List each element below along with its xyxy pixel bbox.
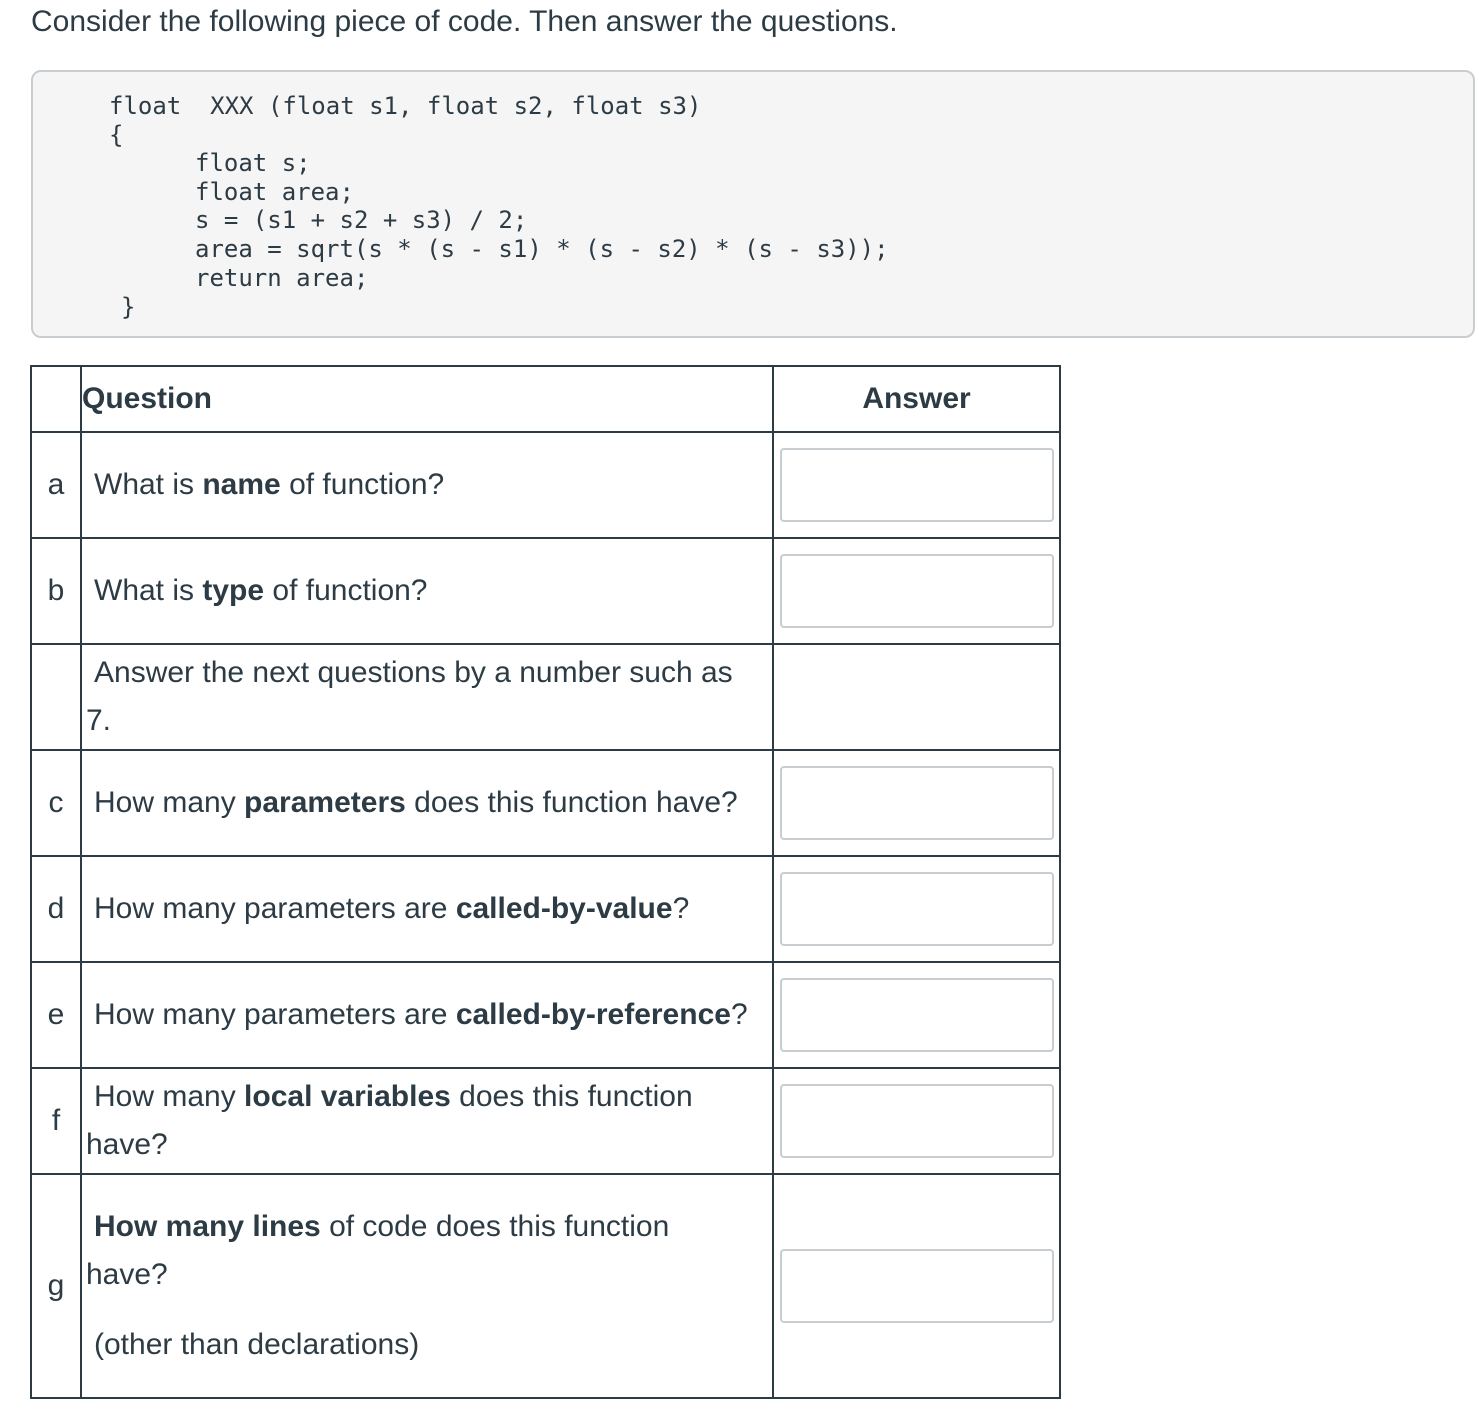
answer-input-g[interactable] xyxy=(780,1249,1054,1323)
question-row-g xyxy=(31,1174,1060,1398)
header-question: Question xyxy=(81,366,773,432)
code-line-decl-area: float area; xyxy=(195,178,354,206)
code-block xyxy=(31,70,1475,338)
header-letter-cell xyxy=(31,366,81,432)
row-letter xyxy=(31,644,81,750)
row-letter: d xyxy=(31,856,81,962)
code-line-assign-s: s = (s1 + s2 + s3) / 2; xyxy=(195,206,528,234)
question-row-a xyxy=(31,432,1060,538)
answer-cell xyxy=(773,1174,1060,1398)
answer-input-f[interactable] xyxy=(780,1084,1054,1158)
answer-cell xyxy=(773,856,1060,962)
question-row-d xyxy=(31,856,1060,962)
answer-cell xyxy=(773,962,1060,1068)
row-letter: g xyxy=(31,1174,81,1398)
answer-cell-empty xyxy=(773,644,1060,750)
code-line-return: return area; xyxy=(195,264,369,292)
answer-cell xyxy=(773,432,1060,538)
answer-input-a[interactable] xyxy=(780,448,1054,522)
question-text: What is type of function? xyxy=(81,538,773,644)
answer-cell xyxy=(773,1068,1060,1174)
question-text: How many parameters does this function have? xyxy=(81,750,773,856)
answer-input-c[interactable] xyxy=(780,766,1054,840)
answer-input-e[interactable] xyxy=(780,978,1054,1052)
question-row-f xyxy=(31,1068,1060,1174)
instruction-row xyxy=(31,644,1060,750)
question-text: How many lines of code does this function have? (other than declarations) xyxy=(81,1174,773,1398)
question-row-b xyxy=(31,538,1060,644)
answer-input-d[interactable] xyxy=(780,872,1054,946)
question-text: How many parameters are called-by-reference? xyxy=(81,962,773,1068)
row-letter: e xyxy=(31,962,81,1068)
instruction-text: Answer the next questions by a number such as 7. xyxy=(81,644,773,750)
code-line-signature: float XXX (float s1, float s2, float s3) xyxy=(109,92,702,120)
question-row-e xyxy=(31,962,1060,1068)
code-line-assign-area: area = sqrt(s * (s - s1) * (s - s2) * (s - s3)); xyxy=(195,235,889,263)
row-letter: c xyxy=(31,750,81,856)
question-row-c xyxy=(31,750,1060,856)
header-answer: Answer xyxy=(773,366,1060,432)
row-letter: f xyxy=(31,1068,81,1174)
row-letter: b xyxy=(31,538,81,644)
table-header-row xyxy=(31,366,1060,432)
question-table xyxy=(30,365,1061,1399)
question-text: How many local variables does this function have? xyxy=(81,1068,773,1174)
code-line-decl-s: float s; xyxy=(195,149,311,177)
intro-text: Consider the following piece of code. Then answer the questions. xyxy=(31,5,898,38)
answer-input-b[interactable] xyxy=(780,554,1054,628)
code-line-open-brace: { xyxy=(109,121,124,149)
code-line-close-brace: } xyxy=(121,293,136,321)
question-text: How many parameters are called-by-value? xyxy=(81,856,773,962)
answer-cell xyxy=(773,750,1060,856)
answer-cell xyxy=(773,538,1060,644)
row-letter: a xyxy=(31,432,81,538)
question-text: What is name of function? xyxy=(81,432,773,538)
